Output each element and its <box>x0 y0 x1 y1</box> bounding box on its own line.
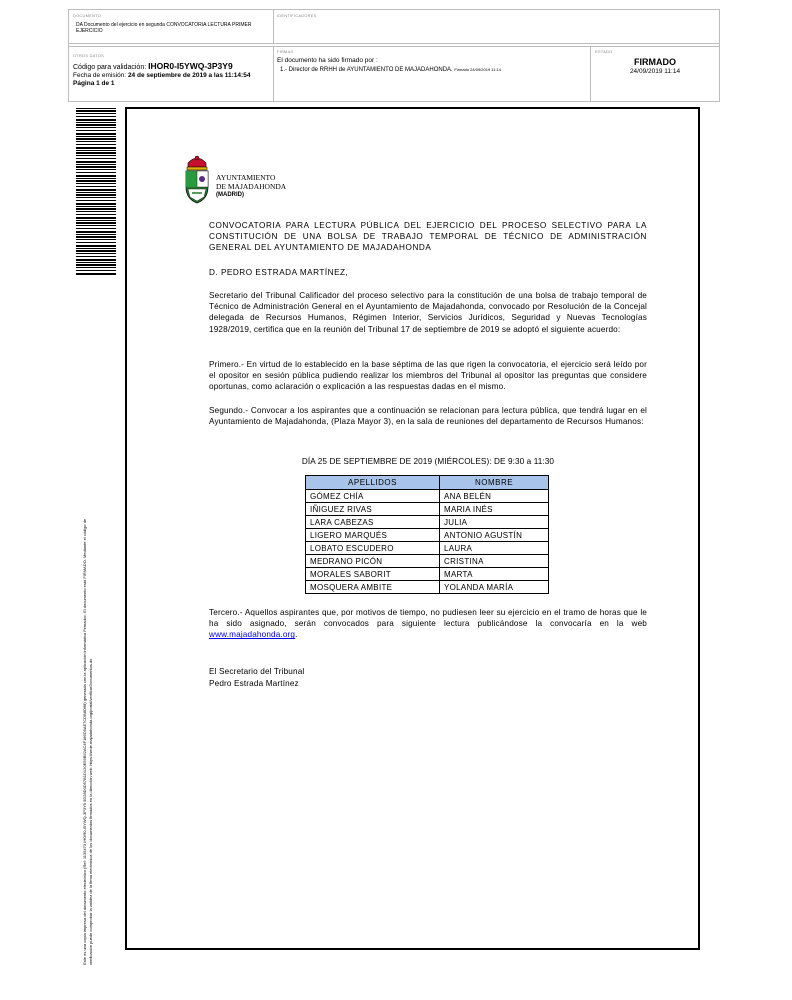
estado-value: FIRMADO <box>634 57 676 67</box>
paragraph-segundo: Segundo.- Convocar a los aspirantes que a continuación se relacionan para lectura pública, que tendrá lugar en el Ayuntamiento de Majadahonda, (Plaza Mayor 3), en la sala de reuniones del departamento de Recursos Humanos: <box>209 406 647 427</box>
nombre-cell: LAURA <box>440 542 549 555</box>
nombre-cell: JULIA <box>440 516 549 529</box>
fecha-value: 24 de septiembre de 2019 a las 11:14:54 <box>127 72 251 79</box>
estado-label: ESTADO <box>595 49 613 54</box>
logo-text <box>216 173 286 200</box>
candidates-table <box>305 475 549 594</box>
apellidos-cell: MEDRANO PICÓN <box>306 555 440 568</box>
addressee: D. PEDRO ESTRADA MARTÍNEZ, <box>209 268 349 277</box>
col-apellidos: APELLIDOS <box>306 476 440 490</box>
document-title: CONVOCATORIA PARA LECTURA PÚBLICA DEL EJERCICIO DEL PROCESO SELECTIVO PARA LA CONSTITUCIÓN DE UNA BOLSA DE TRABAJO TEMPORAL DE TÉCNICO DE ADMINISTRACIÓN GENERAL DEL AYUNTAMIENTO DE MAJADAHONDA <box>209 221 647 253</box>
codigo-validacion <box>73 62 233 72</box>
nombre-cell: MARTA <box>440 568 549 581</box>
tercero-text: Tercero.- Aquellos aspirantes que, por motivos de tiempo, no pudiesen leer su ejercicio en el tramo de horas que le ha sido asignado, serán convocados para siguiente lectura publicándose la convocaría en la web <box>209 608 647 629</box>
apellidos-cell: GÓMEZ CHÍA <box>306 490 440 503</box>
firmas-text: El documento ha sido firmado por : <box>277 57 378 64</box>
logo-line-1: AYUNTAMIENTO <box>216 173 276 182</box>
table-row <box>306 503 549 516</box>
paragraph-primero: Primero.- En virtud de lo establecido en la base séptima de las que rigen la convocatoria, el ejercicio será leído por el opositor en sesión pública pudiendo realizar los miembros del Tribunal al opositor las preguntas que considere oportunas, como aclaración o explicación a las respuestas dadas en el mismo. <box>209 360 647 392</box>
table-row <box>306 555 549 568</box>
codigo-label: Código para validación: <box>73 64 147 71</box>
table-row <box>306 490 549 503</box>
codigo-value: IHOR0-I5YWQ-3P3Y9 <box>148 61 233 71</box>
paragraph-1: Secretario del Tribunal Calificador del proceso selectivo para la constitución de una bolsa de trabajo temporal de Técnico de Administración General en el Ayuntamiento de Majadahonda, convocado por Resolución de la Concejal delegada de Recursos Humanos, Régimen Interior, Servicios Jurídicos, Seguridad y Nuevas Tecnologías 1928/2019, certifica que en la reunión del Tribunal 17 de septiembre de 2019 se adoptó el siguiente acuerdo: <box>209 291 647 334</box>
signature-title: El Secretario del Tribunal <box>209 667 305 676</box>
firmante-name: 1.- Director de RRHH de AYUNTAMIENTO DE MAJADAHONDA. <box>280 67 453 73</box>
apellidos-cell: LARA CABEZAS <box>306 516 440 529</box>
table-row <box>306 529 549 542</box>
nombre-cell: ANA BELÉN <box>440 490 549 503</box>
apellidos-cell: MORALES SABORIT <box>306 568 440 581</box>
fecha-emision <box>73 72 250 80</box>
apellidos-cell: IÑIGUEZ RIVAS <box>306 503 440 516</box>
side-note-line1: Este es una copia impresa del documento electrónico (Ref: 1135473 IHOR0-I5YWQ-3P3Y9 9D28D0D57B1D120E59B52AC4F186D5AE7CDB8D68) generada con la aplicación informática Firmadoc. El documento está FIRMADO. Mediante el código de <box>82 518 87 965</box>
otros-datos-label: OTROS DATOS <box>73 53 104 58</box>
coat-of-arms-icon <box>182 153 212 211</box>
documento-label: DOCUMENTO <box>73 13 101 18</box>
logo-line-2: DE MAJADAHONDA <box>216 182 287 191</box>
pagina: Página 1 de 1 <box>73 80 115 87</box>
nombre-cell: YOLANDA MARÍA <box>440 581 549 594</box>
schedule-heading: DÍA 25 DE SEPTIEMBRE DE 2019 (MIÉRCOLES): DE 9:30 a 11:30 <box>301 457 555 466</box>
paragraph-tercero <box>209 607 647 641</box>
apellidos-cell: LIGERO MARQUÉS <box>306 529 440 542</box>
tercero-period: . <box>295 630 298 640</box>
firmas-label: FIRMAS <box>277 49 294 54</box>
header-firmas-cell <box>273 46 591 102</box>
apellidos-cell: LOBATO ESCUDERO <box>306 542 440 555</box>
table-row <box>306 542 549 555</box>
coat-of-arms-logo <box>182 153 212 211</box>
side-note-line2: verificación puede comprobar la validez de la firma electrónica de los documentos firmados en la dirección web: https://sede.majadahonda.org/portal/verificarDocumentos.do <box>88 658 93 965</box>
table-row <box>306 516 549 529</box>
majadahonda-link[interactable]: www.majadahonda.org <box>209 630 296 640</box>
fecha-label: Fecha de emisión: <box>73 72 127 79</box>
identificadores-label: IDENTIFICADORES <box>277 13 317 18</box>
logo-line-3: (MADRID) <box>216 192 244 198</box>
table-row <box>306 568 549 581</box>
nombre-cell: ANTONIO AGUSTÍN <box>440 529 549 542</box>
nombre-cell: CRISTINA <box>440 555 549 568</box>
nombre-cell: MARIA INÉS <box>440 503 549 516</box>
firmante <box>280 66 501 74</box>
barcode <box>76 108 116 276</box>
table-row <box>306 581 549 594</box>
document-page <box>125 107 700 950</box>
estado-fecha: 24/09/2019 11:14 <box>629 68 681 75</box>
header-identificadores-cell <box>273 9 720 44</box>
col-nombre: NOMBRE <box>440 476 549 490</box>
signature-name: Pedro Estrada Martínez <box>209 679 299 688</box>
documento-value: DA Documento del ejercicio en segunda CONVOCATORIA LECTURA PRIMER EJERCICIO <box>76 22 252 34</box>
table-header-row <box>306 476 549 490</box>
apellidos-cell: MOSQUERA AMBITE <box>306 581 440 594</box>
firmante-fecha: Firmado 24/09/2019 11:14 <box>454 67 501 72</box>
